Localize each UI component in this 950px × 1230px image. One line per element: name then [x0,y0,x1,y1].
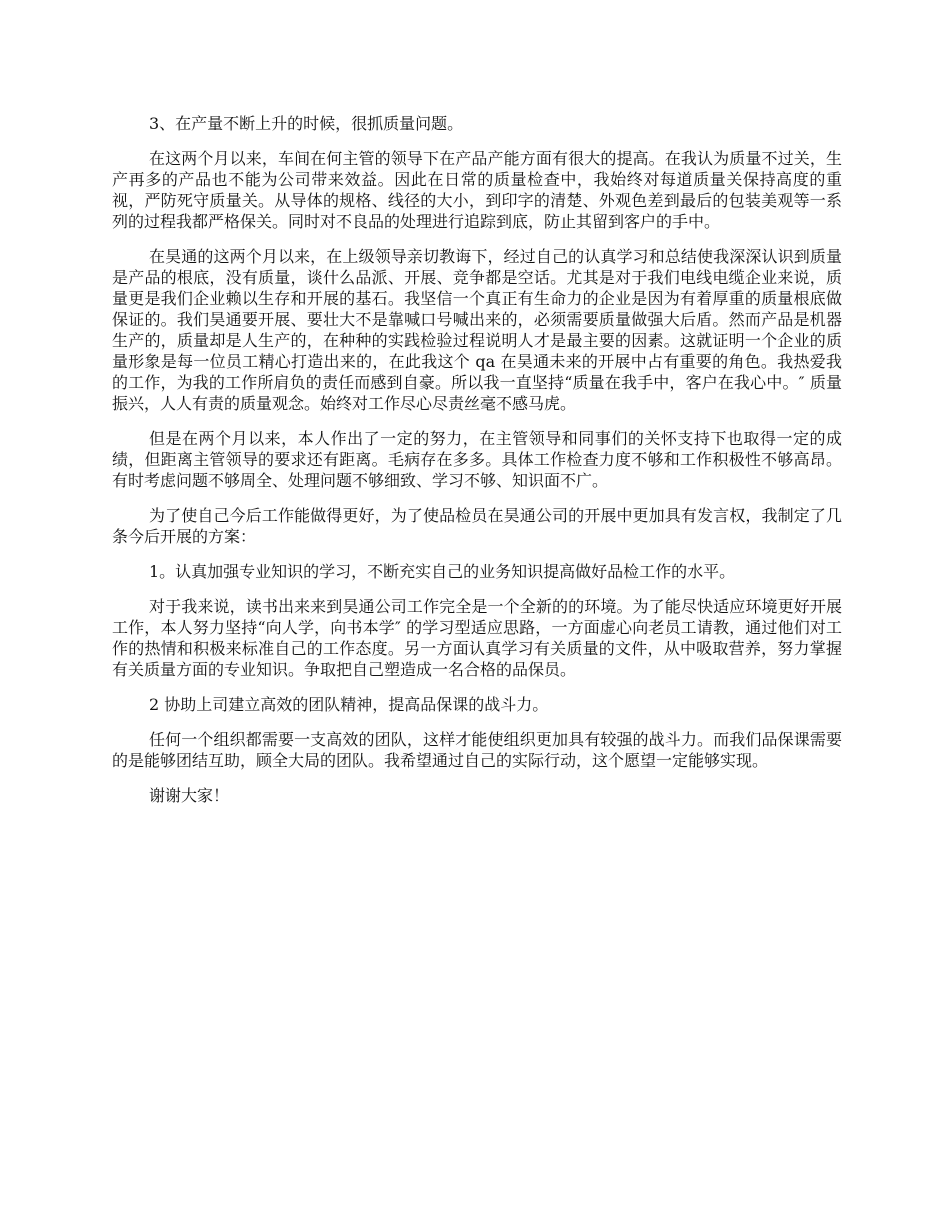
paragraph-learning: 对于我来说，读书出来来到昊通公司工作完全是一个全新的的环境。为了能尽快适应环境更好开展工作，本人努力坚持“向人学，向书本学″ 的学习型适应思路，一方面虚心向老员工请教，通过他们对工作的热情和积极来标准自己的工作态度。另一方面认真学习有关质量的文件，从中吸取营养，努力掌握有关质量方面的专业知识。争取把自己塑造成一名合格的品保员。 [112,597,842,679]
paragraph-shortcomings: 但是在两个月以来，本人作出了一定的努力，在主管领导和同事们的关怀支持下也取得一定的成绩，但距离主管领导的要求还有距离。毛病存在多多。具体工作检查力度不够和工作积极性不够高昂。有时考虑问题不够周全、处理问题不够细致、学习不够、知识面不广。 [112,429,842,490]
paragraph-quality-heading: 3、在产量不断上升的时候，很抓质量问题。 [149,114,464,133]
paragraph-workshop-capacity: 在这两个月以来，车间在何主管的领导下在产品产能方面有很大的提高。在我认为质量不过关，生产再多的产品也不能为公司带来效益。因此在日常的质量检查中，我始终对每道质量关保持高度的重视，严防死守质量关。从导体的规格、线径的大小，到印字的清楚、外观色差到最后的包装美观等一系列的过程我都严格保关。同时对不良品的处理进行追踪到底，防止其留到客户的手中。 [112,149,842,231]
paragraph-team: 任何一个组织都需要一支高效的团队，这样才能使组织更加具有较强的战斗力。而我们品保课需要的是能够团结互助，顾全大局的团队。我希望通过自己的实际行动，这个愿望一定能够实现。 [112,730,842,770]
paragraph-quality-foundation: 在昊通的这两个月以来，在上级领导亲切教诲下，经过自己的认真学习和总结使我深深认识到质量是产品的根底，没有质量，谈什么品派、开展、竞争都是空话。尤其是对于我们电线电缆企业来说，质量更是我们企业赖以生存和开展的基石。我坚信一个真正有生命力的企业是因为有着厚重的质量根底做保证的。我们昊通要开展、要壮大不是靠喊口号喊出来的，必须需要质量做强大后盾。然而产品是机器生产的，质量却是人生产的，在种种的实践检验过程说明人才是最主要的因素。这就证明一个企业的质量形象是每一位员工精心打造出来的，在此我这个 qa 在昊通未来的开展中占有重要的角色。我热爱我的工作，为我的工作所肩负的责任而感到自豪。所以我一直坚持“质量在我手中，客户在我心中。″ 质量振兴，人人有责的质量观念。始终对工作尽心尽责丝毫不感马虎。 [112,247,842,413]
paragraph-plan-item-1: 1。认真加强专业知识的学习，不断充实自己的业务知识提高做好品检工作的水平。 [149,562,736,581]
paragraph-closing: 谢谢大家！ [149,786,230,805]
document-body [112,113,842,820]
paragraph-plan-intro: 为了使自己今后工作能做得更好，为了使品检员在昊通公司的开展中更加具有发言权，我制定了几条今后开展的方案： [112,506,842,546]
paragraph-plan-item-2: 2 协助上司建立高效的团队精神，提高品保课的战斗力。 [149,695,549,714]
